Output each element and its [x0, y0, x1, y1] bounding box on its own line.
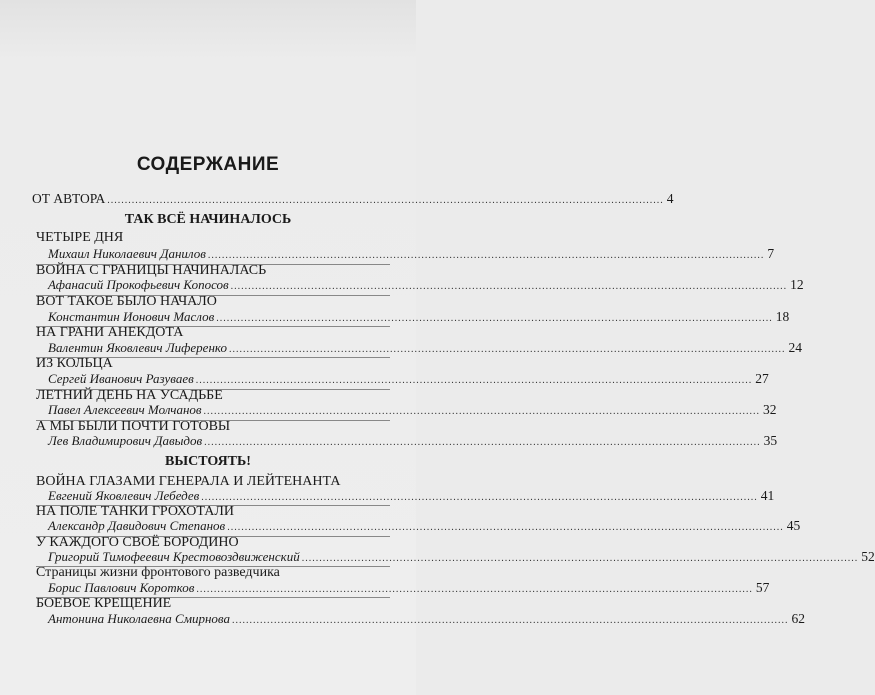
- chapter-title: БОЕВОЕ КРЕЩЕНИЕ: [36, 596, 172, 611]
- chapter-title: ЧЕТЫРЕ ДНЯ: [36, 230, 124, 245]
- author-name: Павел Алексеевич Молчанов: [48, 402, 202, 417]
- leader-dots: ...............................................................................................................................................................: [230, 281, 788, 292]
- toc-author-row: [48, 517, 801, 535]
- chapter-title: А МЫ БЫЛИ ПОЧТИ ГОТОВЫ: [36, 419, 231, 434]
- section-title: ВЫСТОЯТЬ!: [165, 454, 251, 469]
- chapter-title: ЛЕТНИЙ ДЕНЬ НА УСАДЬБЕ: [36, 388, 223, 403]
- toc-intro-row: [32, 190, 674, 208]
- author-name: Михаил Николаевич Данилов: [48, 246, 206, 261]
- author-name: Александр Давидович Степанов: [48, 518, 226, 533]
- leader-dots: ...............................................................................................................................................................: [228, 344, 786, 355]
- leader-dots: ...............................................................................................................................................................: [301, 553, 859, 564]
- chapter-title: НА ГРАНИ АНЕКДОТА: [36, 325, 184, 340]
- page-number: 7: [767, 246, 775, 261]
- toc-author-row: [48, 370, 769, 388]
- author-name: Евгений Яковлевич Лебедев: [48, 488, 200, 503]
- toc-author-row: [48, 610, 805, 628]
- author-name: Константин Ионович Маслов: [48, 309, 215, 324]
- toc-author-row: [48, 276, 804, 294]
- author-name: Борис Павлович Коротков: [48, 580, 195, 595]
- leader-dots: ...............................................................................................................................................................: [107, 195, 664, 206]
- author-name: Афанасий Прокофьевич Копосов: [48, 277, 229, 292]
- page-number: 57: [755, 580, 770, 595]
- leader-dots: ...............................................................................................................................................................: [201, 492, 758, 503]
- leader-dots: ...............................................................................................................................................................: [216, 313, 773, 324]
- page-number: 41: [760, 488, 775, 503]
- page-number: 62: [791, 611, 805, 626]
- section-title: ТАК ВСЁ НАЧИНАЛОСЬ: [124, 212, 292, 227]
- page-number: 35: [763, 433, 778, 448]
- leader-dots: ...............................................................................................................................................................: [195, 375, 753, 386]
- leader-dots: ...............................................................................................................................................................: [232, 615, 789, 626]
- toc-author-row: [48, 401, 777, 419]
- page-number: 24: [788, 340, 802, 355]
- author-name: Сергей Иванович Разуваев: [48, 371, 194, 386]
- toc-author-row: [48, 245, 775, 263]
- leader-dots: ...............................................................................................................................................................: [204, 437, 761, 448]
- leader-dots: ...............................................................................................................................................................: [227, 522, 784, 533]
- leader-dots: ...............................................................................................................................................................: [196, 584, 753, 595]
- chapter-title: ВОЙНА С ГРАНИЦЫ НАЧИНАЛАСЬ: [36, 263, 267, 278]
- page-number: 32: [763, 402, 777, 417]
- page-title: СОДЕРЖАНИЕ: [136, 154, 280, 175]
- page-number: 27: [755, 371, 769, 386]
- chapter-title: НА ПОЛЕ ТАНКИ ГРОХОТАЛИ: [36, 504, 234, 519]
- chapter-title: ВОТ ТАКОЕ БЫЛО НАЧАЛО: [36, 294, 217, 309]
- author-name: Антонина Николаевна Смирнова: [48, 611, 230, 626]
- leader-dots: ...............................................................................................................................................................: [207, 250, 765, 261]
- author-name: Григорий Тимофеевич Крестовоздвиженский: [48, 549, 300, 564]
- toc-author-row: [48, 432, 778, 450]
- chapter-title: ИЗ КОЛЬЦА: [36, 356, 113, 371]
- page-number: 45: [786, 518, 801, 533]
- page-number: 18: [775, 309, 790, 324]
- page-number: 52: [861, 549, 875, 564]
- intro-label: ОТ АВТОРА: [32, 191, 106, 206]
- chapter-title: ВОЙНА ГЛАЗАМИ ГЕНЕРАЛА И ЛЕЙТЕНАНТА: [36, 474, 341, 489]
- page-number: 12: [790, 277, 804, 292]
- page-number: 4: [666, 191, 674, 206]
- author-name: Лев Владимирович Давыдов: [48, 433, 203, 448]
- chapter-title: Страницы жизни фронтового разведчика: [36, 565, 280, 580]
- chapter-title: У КАЖДОГО СВОЁ БОРОДИНО: [36, 535, 239, 550]
- author-name: Валентин Яковлевич Лиференко: [48, 340, 227, 355]
- leader-dots: ...............................................................................................................................................................: [203, 406, 761, 417]
